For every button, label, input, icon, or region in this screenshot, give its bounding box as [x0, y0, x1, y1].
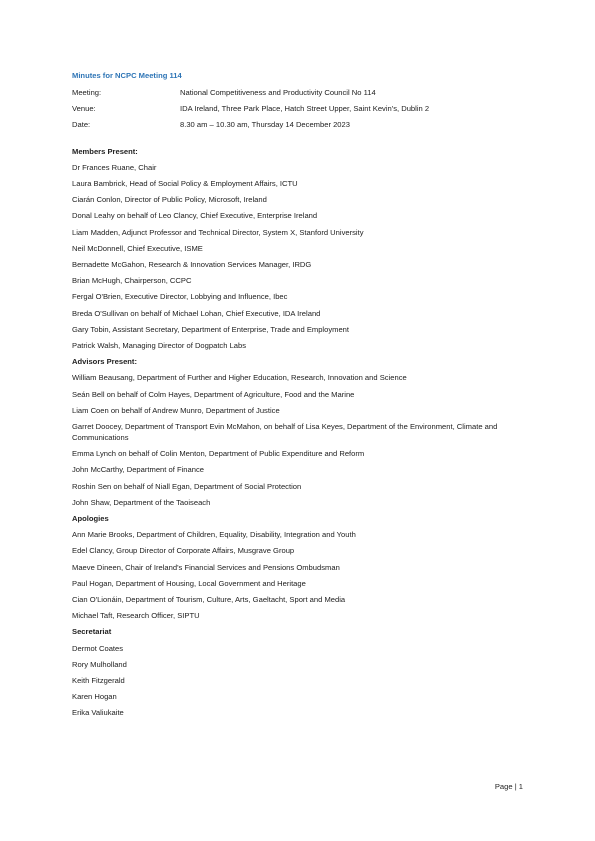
list-item: Maeve Dineen, Chair of Ireland's Financial Services and Pensions Ombudsman: [72, 562, 340, 572]
list-item: Keith Fitzgerald: [72, 675, 125, 685]
document-page: [72, 70, 532, 722]
list-item: Patrick Walsh, Managing Director of Dogpatch Labs: [72, 340, 247, 350]
list-item: Paul Hogan, Department of Housing, Local Government and Heritage: [72, 578, 306, 588]
section-heading: Secretariat: [72, 627, 112, 637]
list-item: Rory Mulholland: [72, 659, 127, 669]
advisors-present-section: [72, 354, 532, 511]
meta-row-venue: [72, 101, 532, 117]
list-item: John McCarthy, Department of Finance: [72, 465, 204, 475]
list-item: Breda O'Sullivan on behalf of Michael Lohan, Chief Executive, IDA Ireland: [72, 308, 321, 318]
section-heading: Apologies: [72, 513, 109, 523]
meta-label: Date:: [72, 120, 91, 130]
list-item: Seán Bell on behalf of Colm Hayes, Department of Agriculture, Food and the Marine: [72, 389, 355, 399]
list-item: Emma Lynch on behalf of Colin Menton, Department of Public Expenditure and Reform: [72, 449, 365, 459]
meeting-details: [72, 85, 532, 134]
list-item: Dr Frances Ruane, Chair: [72, 162, 157, 172]
list-item: Cian O'Lionáin, Department of Tourism, Culture, Arts, Gaeltacht, Sport and Media: [72, 594, 346, 604]
list-item: Roshin Sen on behalf of Niall Egan, Department of Social Protection: [72, 481, 302, 491]
list-item: Laura Bambrick, Head of Social Policy & Employment Affairs, ICTU: [72, 178, 298, 188]
list-item: Karen Hogan: [72, 692, 117, 702]
meta-value: 8.30 am – 10.30 am, Thursday 14 December 2023: [180, 120, 350, 130]
meta-value: IDA Ireland, Three Park Place, Hatch Street Upper, Saint Kevin's, Dublin 2: [180, 104, 430, 114]
list-item: Liam Coen on behalf of Andrew Munro, Department of Justice: [72, 405, 280, 415]
list-item: Ann Marie Brooks, Department of Children, Equality, Disability, Integration and Youth: [72, 530, 356, 540]
list-item: Dermot Coates: [72, 643, 124, 653]
list-item: Edel Clancy, Group Director of Corporate Affairs, Musgrave Group: [72, 546, 295, 556]
list-item: Ciarán Conlon, Director of Public Policy, Microsoft, Ireland: [72, 195, 267, 205]
attendance-sections: [72, 144, 532, 722]
list-item: Fergal O'Brien, Executive Director, Lobbying and Influence, Ibec: [72, 292, 288, 302]
apologies-section: [72, 511, 532, 624]
list-item: Gary Tobin, Assistant Secretary, Department of Enterprise, Trade and Employment: [72, 324, 350, 334]
list-item: Garret Doocey, Department of Transport Evin McMahon, on behalf of Lisa Keyes, Department of the Environment, Climate and Communications: [72, 422, 498, 443]
section-heading: Advisors Present:: [72, 357, 137, 367]
document-title: Minutes for NCPC Meeting 114: [72, 71, 182, 80]
meta-row-date: [72, 117, 532, 133]
list-item: William Beausang, Department of Further and Higher Education, Research, Innovation and Science: [72, 373, 407, 383]
meta-label: Meeting:: [72, 88, 102, 97]
meta-label: Venue:: [72, 104, 96, 114]
members-present-section: [72, 144, 532, 355]
list-item: Erika Valiukaite: [72, 708, 124, 718]
list-item: Bernadette McGahon, Research & Innovation Services Manager, IRDG: [72, 259, 312, 269]
secretariat-section: [72, 624, 532, 721]
meta-value: National Competitiveness and Productivity Council No 114: [180, 88, 376, 97]
meta-row-meeting: [72, 85, 532, 101]
list-item: Neil McDonnell, Chief Executive, ISME: [72, 243, 203, 253]
list-item: John Shaw, Department of the Taoiseach: [72, 497, 211, 507]
section-heading: Members Present:: [72, 146, 138, 156]
page-number: Page | 1: [494, 782, 523, 791]
list-item: Donal Leahy on behalf of Leo Clancy, Chief Executive, Enterprise Ireland: [72, 211, 318, 221]
list-item: Michael Taft, Research Officer, SIPTU: [72, 611, 200, 621]
list-item: Liam Madden, Adjunct Professor and Technical Director, System X, Stanford University: [72, 227, 364, 237]
list-item: Brian McHugh, Chairperson, CCPC: [72, 276, 192, 286]
